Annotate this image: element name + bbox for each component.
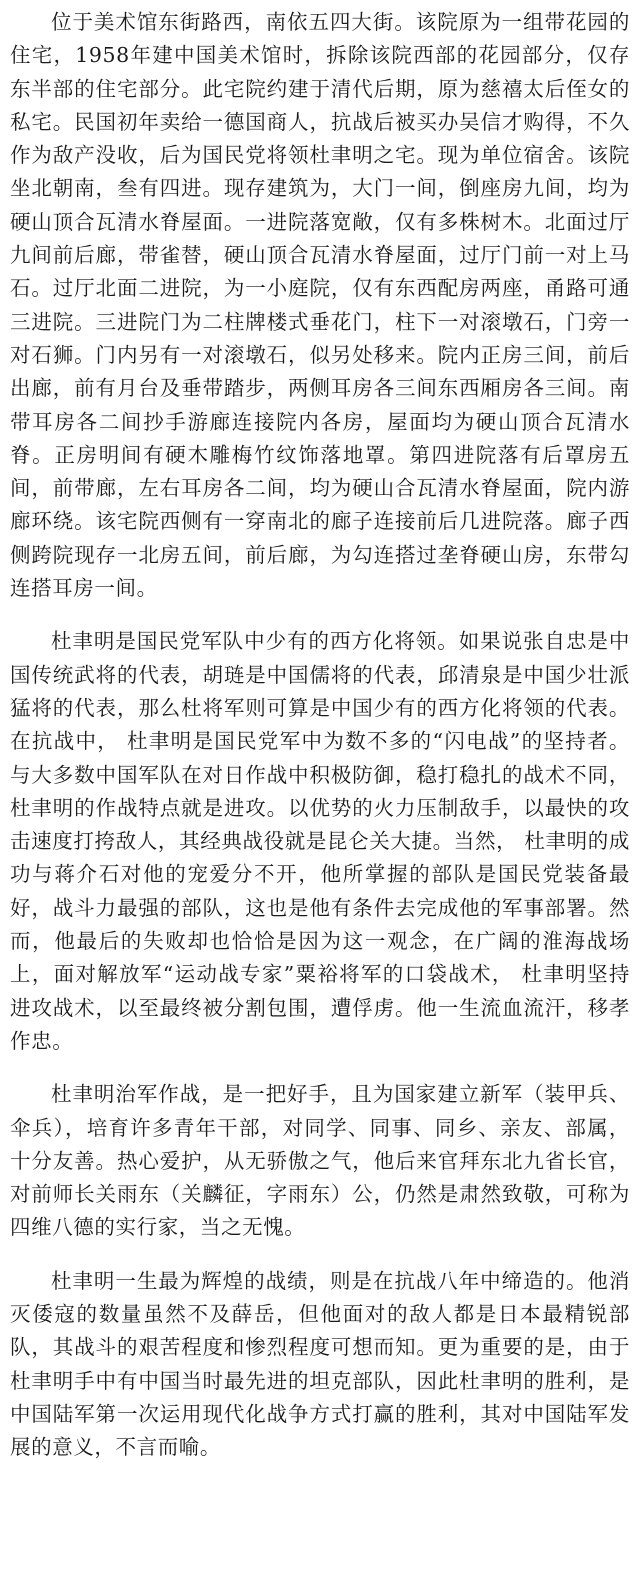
paragraph-army-building: 杜聿明治军作战，是一把好手，且为国家建立新军（装甲兵、伞兵），培育许多青年干部，对同学、同事、同乡、亲友、部属，十分友善。热心爱护，从无骄傲之气，他后来官拜东北九省长官，对前师长关雨东（关麟征，字雨东）公，仍然是肃然致敬，可称为四维八德的实行家，当之无愧。 [10,1082,630,1240]
paragraph-war-achievements: 杜聿明一生最为辉煌的战绩，则是在抗战八年中缔造的。他消灭倭寇的数量虽然不及薛岳，但他面对的敌人都是日本最精锐部队，其战斗的艰苦程度和惨烈程度可想而知。更为重要的是，由于杜聿明手中有中国当时最先进的坦克部队，因此杜聿明的胜利，是中国陆军第一次运用现代化战争方式打赢的胜利，其对中国陆军发展的意义，不言而喻。 [10,1268,630,1460]
paragraph-residence-history: 位于美术馆东街路西，南依五四大街。该院原为一组带花园的住宅，1958年建中国美术馆时，拆除该院西部的花园部分，仅存东半部的住宅部分。此宅院约建于清代后期，原为慈禧太后侄女的私宅。民国初年卖给一德国商人，抗战后被买办吴信才购得，不久作为敌产没收，后为国民党将领杜聿明之宅。现为单位宿舍。该院坐北朝南，叁有四进。现存建筑为，大门一间，倒座房九间，均为硬山顶合瓦清水脊屋面。一进院落宽敞，仅有多株树木。北面过厅九间前后廊，带雀替，硬山顶合瓦清水脊屋面，过厅门前一对上马石。过厅北面二进院，为一小庭院，仅有东西配房两座，甬路可通三进院。三进院门为二柱牌楼式垂花门，柱下一对滚墩石，门旁一对石狮。门内另有一对滚墩石，似另处移来。院内正房三间，前后出廊，前有月台及垂带踏步，两侧耳房各三间东西厢房各三间。南带耳房各二间抄手游廊连接院内各房，屋面均为硬山顶合瓦清水脊。正房明间有硬木雕梅竹纹饰落地罩。第四进院落有后罩房五间，前带廊，左右耳房各二间，均为硬山合瓦清水脊屋面，院内游廊环绕。该宅院西侧有一穿南北的廊子连接前后几进院落。廊子西侧跨院现存一北房五间，前后廊，为勾连搭过垄脊硬山房，东带勾连搭耳房一间。 [10,10,630,601]
paragraph-western-style-general: 杜聿明是国民党军队中少有的西方化将领。如果说张自忠是中国传统武将的代表，胡琏是中国儒将的代表，邱清泉是中国少壮派猛将的代表，那么杜将军则可算是中国少有的西方化将领的代表。在抗战中， 杜聿明是国民党军中为数不多的“闪电战”的坚持者。与大多数中国军队在对日作战中积极防御，稳打稳扎的战术不同， 杜聿明的作战特点就是进攻。以优势的火力压制敌手，以最快的攻击速度打挎敌人，其经典战役就是昆仑关大捷。当然， 杜聿明的成功与蒋介石对他的宠爱分不开，他所掌握的部队是国民党装备最好，战斗力最强的部队，这也是他有条件去完成他的军事部署。然而，他最后的失败却也恰恰是因为这一观念，在广阔的淮海战场上，面对解放军“运动战专家”粟裕将军的口袋战术， 杜聿明坚持进攻战术，以至最终被分割包围，遭俘虏。他一生流血流汗，移孝作忠。 [10,629,630,1053]
